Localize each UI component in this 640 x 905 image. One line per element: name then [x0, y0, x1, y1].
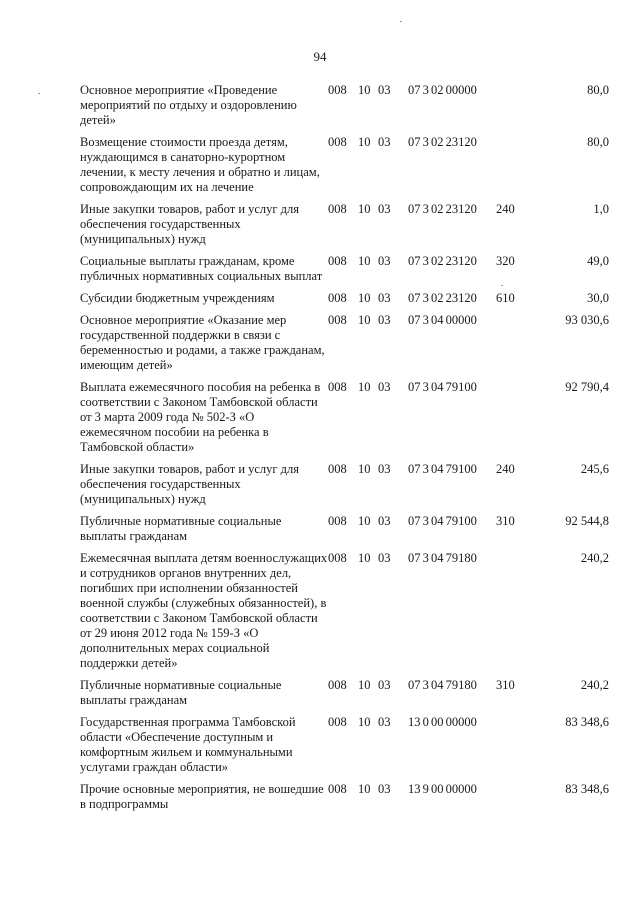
table-row	[80, 782, 609, 819]
table-row	[80, 135, 609, 202]
row-admin-code: 008	[328, 514, 347, 528]
row-target-article: 07 3 02 23120	[408, 135, 477, 149]
row-subsection: 03	[378, 551, 391, 565]
scan-speck	[38, 93, 40, 94]
row-name: Публичные нормативные социальные выплаты гражданам	[80, 514, 282, 543]
row-section: 10	[358, 202, 371, 216]
row-admin-code: 008	[328, 551, 347, 565]
row-expense-kind: 310	[496, 678, 515, 692]
row-subsection: 03	[378, 514, 391, 528]
row-expense-kind	[496, 715, 540, 782]
row-name: Публичные нормативные социальные выплаты гражданам	[80, 678, 282, 707]
row-expense-kind: 240	[496, 202, 515, 216]
row-amount: 80,0	[587, 135, 609, 149]
row-section: 10	[358, 551, 371, 565]
row-amount: 240,2	[580, 678, 609, 692]
table-row	[80, 380, 609, 462]
page-number: 94	[313, 49, 327, 64]
row-section: 10	[358, 514, 371, 528]
table-row	[80, 291, 609, 313]
row-amount: 83 348,6	[565, 782, 609, 796]
row-subsection: 03	[378, 380, 391, 394]
row-amount: 49,0	[587, 254, 609, 268]
row-name: Государственная программа Тамбовской области «Обеспечение доступным и комфортным жильем и коммунальными услугами граждан области»	[80, 715, 296, 774]
row-admin-code: 008	[328, 254, 347, 268]
row-admin-code: 008	[328, 83, 347, 97]
row-target-article: 07 3 02 23120	[408, 202, 477, 216]
row-expense-kind: 310	[496, 514, 515, 528]
row-section: 10	[358, 313, 371, 327]
row-target-article: 07 3 02 23120	[408, 291, 477, 305]
table-row	[80, 313, 609, 380]
row-expense-kind	[496, 135, 540, 202]
row-admin-code: 008	[328, 291, 347, 305]
budget-table	[80, 83, 609, 819]
row-name: Иные закупки товаров, работ и услуг для обеспечения государственных (муниципальных) нужд	[80, 202, 300, 246]
row-section: 10	[358, 254, 371, 268]
row-section: 10	[358, 291, 371, 305]
row-amount: 93 030,6	[565, 313, 609, 327]
scan-speck	[400, 21, 402, 22]
row-target-article: 07 3 04 79100	[408, 380, 477, 394]
row-expense-kind	[496, 83, 540, 135]
row-target-article: 07 3 04 79180	[408, 678, 477, 692]
row-expense-kind	[496, 313, 540, 380]
row-amount: 80,0	[587, 83, 609, 97]
row-expense-kind	[496, 551, 540, 678]
row-section: 10	[358, 462, 371, 476]
row-name: Ежемесячная выплата детям военнослужащих и сотрудников органов внутренних дел, погибших при исполнении обязанностей военной службы (служебных обязанностей), в соответствии с Законом Тамбовской области от 29 июня 2012 года № 159-З «О дополнительных мерах социальной поддержки детей»	[80, 551, 328, 670]
row-amount: 83 348,6	[565, 715, 609, 729]
row-subsection: 03	[378, 313, 391, 327]
table-row	[80, 551, 609, 678]
row-admin-code: 008	[328, 380, 347, 394]
row-subsection: 03	[378, 715, 391, 729]
row-subsection: 03	[378, 782, 391, 796]
row-amount: 30,0	[587, 291, 609, 305]
row-admin-code: 008	[328, 715, 347, 729]
row-section: 10	[358, 782, 371, 796]
row-target-article: 07 3 02 00000	[408, 83, 477, 97]
row-subsection: 03	[378, 202, 391, 216]
row-amount: 1,0	[593, 202, 609, 216]
row-subsection: 03	[378, 291, 391, 305]
row-admin-code: 008	[328, 782, 347, 796]
table-row	[80, 715, 609, 782]
row-admin-code: 008	[328, 678, 347, 692]
row-name: Возмещение стоимости проезда детям, нуждающимся в санаторно-курортном лечении, к месту лечения и обратно и лицам, сопровождающим их на лечение	[80, 135, 320, 194]
row-section: 10	[358, 715, 371, 729]
row-section: 10	[358, 380, 371, 394]
row-name: Прочие основные мероприятия, не вошедшие в подпрограммы	[80, 782, 324, 811]
row-subsection: 03	[378, 135, 391, 149]
row-name: Основное мероприятие «Проведение мероприятий по отдыху и оздоровлению детей»	[80, 83, 297, 127]
row-section: 10	[358, 678, 371, 692]
row-expense-kind	[496, 380, 540, 462]
row-expense-kind: 320	[496, 254, 515, 268]
row-subsection: 03	[378, 462, 391, 476]
row-target-article: 07 3 04 79100	[408, 514, 477, 528]
row-section: 10	[358, 135, 371, 149]
row-admin-code: 008	[328, 313, 347, 327]
row-section: 10	[358, 83, 371, 97]
row-amount: 92 790,4	[565, 380, 609, 394]
table-row	[80, 462, 609, 514]
row-subsection: 03	[378, 254, 391, 268]
row-target-article: 13 9 00 00000	[408, 782, 477, 796]
row-target-article: 07 3 04 79100	[408, 462, 477, 476]
table-row	[80, 254, 609, 291]
row-amount: 92 544,8	[565, 514, 609, 528]
row-admin-code: 008	[328, 462, 347, 476]
table-row	[80, 202, 609, 254]
row-name: Выплата ежемесячного пособия на ребенка в соответствии с Законом Тамбовской области от 3 марта 2009 года № 502-З «О ежемесячном пособии на ребенка в Тамбовской области»	[80, 380, 321, 454]
row-target-article: 13 0 00 00000	[408, 715, 477, 729]
row-expense-kind	[496, 782, 540, 819]
table-row	[80, 678, 609, 715]
row-target-article: 07 3 04 79180	[408, 551, 477, 565]
row-subsection: 03	[378, 678, 391, 692]
row-name: Иные закупки товаров, работ и услуг для обеспечения государственных (муниципальных) нужд	[80, 462, 300, 506]
table-row	[80, 514, 609, 551]
row-target-article: 07 3 04 00000	[408, 313, 477, 327]
row-expense-kind: 240	[496, 462, 515, 476]
scan-speck	[501, 285, 503, 286]
row-name: Социальные выплаты гражданам, кроме публичных нормативных социальных выплат	[80, 254, 323, 283]
table-row	[80, 83, 609, 135]
row-name: Субсидии бюджетным учреждениям	[80, 291, 275, 305]
row-subsection: 03	[378, 83, 391, 97]
row-amount: 240,2	[580, 551, 609, 565]
row-admin-code: 008	[328, 202, 347, 216]
row-name: Основное мероприятие «Оказание мер государственной поддержки в связи с беременностью и родами, а также гражданам, имеющим детей»	[80, 313, 325, 372]
row-expense-kind: 610	[496, 291, 515, 305]
row-admin-code: 008	[328, 135, 347, 149]
row-target-article: 07 3 02 23120	[408, 254, 477, 268]
row-amount: 245,6	[580, 462, 609, 476]
